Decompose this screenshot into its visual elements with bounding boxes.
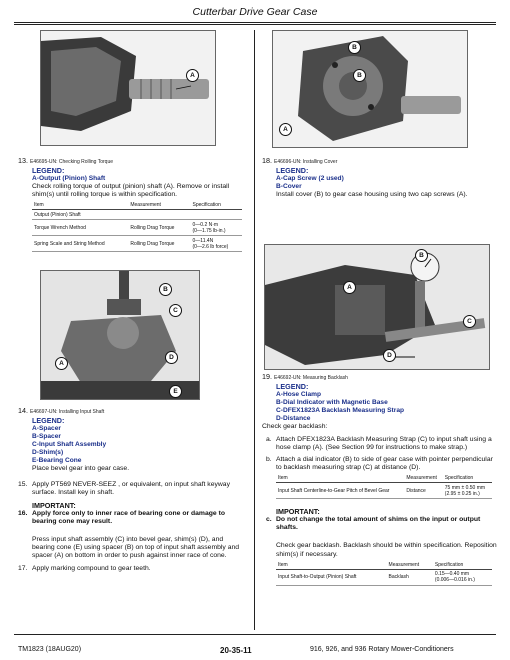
- footer-rule: [14, 634, 496, 635]
- table-header: Item: [276, 474, 404, 483]
- table-header: Item: [276, 561, 387, 570]
- legend-title: LEGEND:: [32, 166, 65, 175]
- table-cell: Input Shaft Centerline-to-Gear Pitch of Bevel Gear: [276, 483, 404, 499]
- header-rule-2: [14, 24, 496, 25]
- table-cell: 0—11.4N (0—2.6 lb force): [191, 236, 243, 252]
- figure-caption: E46695-UN: Checking Rolling Torque: [30, 159, 114, 165]
- step-13: [18, 156, 246, 252]
- step-16: [18, 510, 246, 526]
- table-cell: Output (Pinion) Shaft: [32, 210, 128, 220]
- step-number: 13.: [18, 156, 28, 165]
- footer-left: TM1823 (18AUG20): [18, 646, 82, 653]
- substep-text: Attach DFEX1823A Backlash Measuring Strap (C) to input shaft using a hose clamp (A). (See Section 99 for instructions to make strap.): [276, 436, 492, 452]
- step-number: 16.: [18, 509, 28, 517]
- substep-a: [262, 436, 498, 452]
- step-19: [262, 372, 498, 586]
- table-cell: 0—0.2 N·m (0—1.75 lb-in.): [191, 220, 243, 236]
- step-16-body: Press input shaft assembly (C) into bevel gear, shim(s) (D), and bearing cone (E) using spacer (B) on top of input shaft assembly and spacer (A) on bottom in order to push against inner race of cone.: [32, 536, 240, 560]
- table-row: [32, 210, 242, 220]
- substep-text: Attach a dial indicator (B) to side of gear case with pointer perpendicular to backlash measuring strap (C) at distance (D).: [276, 455, 493, 471]
- legend-item: A-Cap Screw (2 used): [276, 175, 344, 182]
- substep-c: [262, 516, 498, 532]
- spec-table-backlash: [276, 561, 492, 586]
- photo-rolling-torque: [40, 30, 216, 146]
- step-number: 19.: [262, 372, 272, 381]
- legend-item: C-Input Shaft Assembly: [32, 441, 107, 448]
- table-header: Measurement: [404, 474, 442, 483]
- callout-a: A: [55, 357, 68, 370]
- table-row: [276, 569, 492, 585]
- callout-b: B: [415, 249, 428, 262]
- legend-item: A-Spacer: [32, 425, 61, 432]
- legend-title: LEGEND:: [276, 382, 309, 391]
- legend-item: C-DFEX1823A Backlash Measuring Strap: [276, 407, 405, 414]
- table-row: [32, 220, 242, 236]
- table-row: [276, 483, 492, 499]
- table-cell: Rolling Drag Torque: [128, 236, 190, 252]
- table-header: Measurement: [128, 201, 190, 210]
- backlash-setup-illustration: [265, 245, 490, 370]
- callout-b: B: [159, 283, 172, 296]
- callout-d: D: [165, 351, 178, 364]
- important-title: IMPORTANT:: [276, 507, 320, 517]
- legend-title: LEGEND:: [276, 166, 309, 175]
- table-cell: Spring Scale and String Method: [32, 236, 128, 252]
- table-cell: Distance: [404, 483, 442, 499]
- callout-b: B: [353, 69, 366, 82]
- step-text: Check rolling torque of output (pinion) shaft (A). Remove or install shim(s) until rolling torque is within specification.: [32, 183, 230, 199]
- table-row: [32, 236, 242, 252]
- table-cell: Rolling Drag Torque: [128, 220, 190, 236]
- table-header: Specification: [443, 474, 492, 483]
- callout-b: B: [348, 41, 361, 54]
- substep-label: c.: [266, 516, 272, 524]
- table-cell: Torque Wrench Method: [32, 220, 128, 236]
- step-number: 15.: [18, 481, 28, 489]
- callout-c: C: [169, 304, 182, 317]
- input-shaft-press-illustration: [41, 271, 200, 400]
- footer-page-number: 20-35-11: [220, 646, 252, 655]
- footer-right: 916, 926, and 936 Rotary Mower-Conditioners: [310, 646, 454, 653]
- legend-item: D-Distance: [276, 415, 311, 422]
- photo-input-shaft: [40, 270, 200, 400]
- photo-measuring-backlash: [264, 244, 490, 370]
- figure-caption: E46696-UN: Installing Cover: [274, 159, 338, 165]
- check-backlash-text: Check gear backlash. Backlash should be within specification. Reposition shim(s) if necessary.: [276, 542, 497, 558]
- legend-item: B-Dial Indicator with Magnetic Base: [276, 399, 388, 406]
- spec-table: [276, 474, 492, 499]
- gear-case-shaft-illustration: [41, 31, 216, 146]
- callout-e: E: [169, 385, 182, 398]
- table-cell: Backlash: [387, 569, 433, 585]
- legend-item: B-Cover: [276, 183, 302, 190]
- step-14: [18, 406, 246, 573]
- legend-item: A-Output (Pinion) Shaft: [32, 175, 106, 182]
- gear-case-cover-illustration: [273, 31, 468, 148]
- callout-d: D: [383, 349, 396, 362]
- callout-a: A: [343, 281, 356, 294]
- table-cell: Input Shaft-to-Output (Pinion) Shaft: [276, 569, 387, 585]
- header-rule: [14, 22, 496, 23]
- step-text: Place bevel gear into gear case.: [32, 465, 130, 472]
- figure-caption: E46697-UN: Installing Input Shaft: [30, 409, 105, 415]
- table-header: Specification: [191, 201, 243, 210]
- legend-item: E-Bearing Cone: [32, 457, 82, 464]
- important-text: Do not change the total amount of shims on the input or output shafts.: [276, 516, 481, 532]
- important-title: IMPORTANT:: [32, 500, 76, 510]
- table-cell: 0.15—0.40 mm (0.006—0.016 in.): [433, 569, 492, 585]
- step-number: 18.: [262, 156, 272, 165]
- legend-item: A-Hose Clamp: [276, 391, 322, 398]
- step-text: Apply PT569 NEVER-SEEZ , or equivalent, on input shaft keyway surface. Install key in shaft.: [32, 481, 230, 497]
- page-title: Cutterbar Drive Gear Case: [192, 6, 318, 18]
- table-header: Specification: [433, 561, 492, 570]
- legend-title: LEGEND:: [32, 416, 65, 425]
- table-header: Item: [32, 201, 128, 210]
- table-header: Measurement: [387, 561, 433, 570]
- substep-label: a.: [266, 436, 272, 444]
- figure-caption: E46692-UN: Measuring Backlash: [274, 375, 348, 381]
- step-15: [18, 481, 246, 497]
- important-text: Apply force only to inner race of bearing cone or damage to bearing cone may result.: [32, 509, 225, 525]
- callout-c: C: [463, 315, 476, 328]
- step-number: 14.: [18, 406, 28, 415]
- step-17: [18, 565, 246, 573]
- column-divider: [254, 30, 255, 630]
- step-text: Apply marking compound to gear teeth.: [32, 564, 151, 572]
- legend-item: D-Shim(s): [32, 449, 64, 456]
- callout-a: A: [186, 69, 199, 82]
- substep-label: b.: [266, 455, 272, 463]
- step-text: Check gear backlash:: [262, 423, 328, 430]
- photo-install-cover: [272, 30, 468, 148]
- legend-item: B-Spacer: [32, 433, 61, 440]
- spec-table: [32, 201, 242, 252]
- substep-b: [262, 456, 498, 472]
- table-cell: 75 mm ± 0.50 mm (2.95 ± 0.25 in.): [443, 483, 492, 499]
- step-18: [262, 156, 498, 199]
- callout-a: A: [279, 123, 292, 136]
- step-number: 17.: [18, 564, 28, 572]
- step-text: Install cover (B) to gear case housing using two cap screws (A).: [276, 191, 468, 198]
